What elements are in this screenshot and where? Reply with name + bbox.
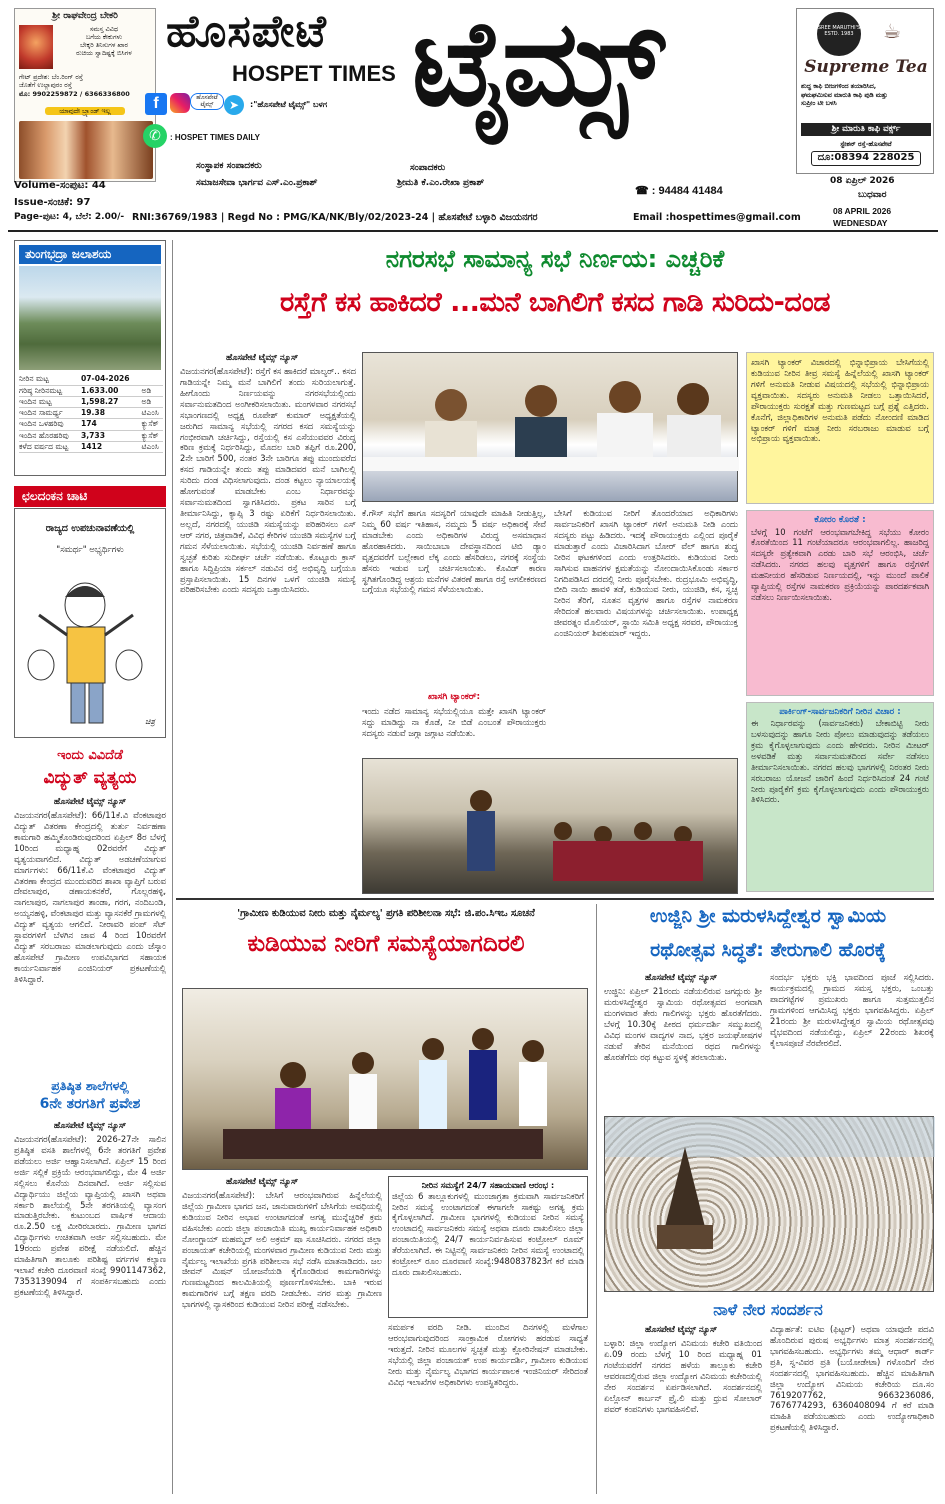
dam-row (19, 419, 163, 430)
bakery-line: ಸಮಸ್ತ ವಿವಿಧ (89, 25, 119, 33)
dam-cell: ಇಂದಿನ ಸಾಮರ್ಥ್ಯ (19, 408, 81, 419)
cartoon-caption-2: "ಸಮರ್ಥ" ಅಭ್ಯರ್ಥಿಗಳು (56, 545, 124, 556)
bakery-deity-image (19, 25, 53, 69)
side-yellow-box (746, 352, 934, 504)
title-kannada-big: ಟೈಮ್ಸ್ (412, 0, 661, 132)
water-byline: ಹೊಸಪೇಟೆ ಟೈಮ್ಸ್ ನ್ಯೂಸ್ (226, 1176, 299, 1186)
dam-row (19, 385, 163, 396)
school-byline: ಹೊಸಪೇಟೆ ಟೈಮ್ಸ್ ನ್ಯೂಸ್ (53, 1120, 127, 1130)
dam-cell: ಇಂದಿನ ಒಳಹರಿವು (19, 419, 81, 430)
dam-cell (142, 374, 164, 385)
tea-cup-icon: ☕ (883, 19, 901, 43)
editor-name: ಶ್ರೀಮತಿ ಕೆ.ಎಂ.ರೇಖಾ ಪ್ರಕಾಶ್ (397, 178, 485, 188)
water-headline: ಕುಡಿಯುವ ನೀರಿಗೆ ಸಮಸ್ಯೆಯಾಗದಿರಲಿ (247, 931, 525, 957)
registration-line: RNI:36769/1983 | Regd No : PMG/KA/NK/Bly/02/2023-24 | ಹೊಸಪೇಟೆ ಬಳ್ಳಾರಿ ವಿಜಯನಗರ (132, 212, 538, 223)
cakes-image (19, 121, 153, 179)
ujjini-title-2: ರಥೋತ್ಸವ ಸಿದ್ಧತೆ: ತೇರುಗಾಲಿ ಹೊರಕ್ಕೆ (650, 939, 886, 961)
lead-subhead: ಖಾಸಗಿ ಟ್ಯಾಂಕರ್: (427, 692, 481, 702)
bakery-phone: ಮೊ: 9902259872 / 6366336800 (19, 89, 130, 98)
dam-cell: ಟಿಎಂಸಿ (142, 408, 164, 419)
whatsapp-icon[interactable]: ✆ (143, 124, 167, 148)
dam-row (19, 374, 163, 385)
facebook-label: ಹೊಸಪೇಟೆ ಟೈಮ್ಸ್ (190, 93, 224, 110)
tea-brand-small: SREE MARUTHI'S (817, 25, 861, 31)
date-kannada: 08 ಏಪ್ರಿಲ್ 2026 (830, 176, 895, 186)
water-photo (182, 988, 588, 1170)
cartoon-drawing (15, 575, 165, 735)
tea-est: ESTD. 1983 (824, 30, 854, 37)
volume: Volume-ಸಂಪುಟ: 44 (14, 180, 106, 191)
lead-col2: ಕೆ.ಗೌಸ್ ಸಭೆಗೆ ಹಾಗೂ ಸದಸ್ಯರಿಗೆ ಯಾವುದೇ ಮಾಹಿತಿ ನೀಡುತ್ತಿಲ್ಲ, ನಿಮ್ಮ 60 ವರ್ಷ ಇತಿಹಾಸ, ನಮ್ಮದು 5 ವರ್ಷ ಅಧಿಕಾರಕ್ಕೆ ಸೇವೆ ಮಾಡಬೇಕು ಎಂದು ಅಧಿಕಾರಿಗಳ ವಿರುದ್ಧ ಅಸಮಾಧಾನ ಹೊರಹಾಕಿದರು. ಸಾಯಿಬಾಬಾ ದೇವಸ್ಥಾನದಿಂದ ಟಿಬಿ ಡ್ಯಾಂ ವೃತ್ತದವರೆಗೆ ಬಲ್ಲೇಕಾರ ಲೆಕ್ಕ ಎಂದು ಹೆಸರಿಡಲು, ನಗರಕ್ಕೆ ಸಂಸ್ಥೆಯ ಹೆಸರು ಇಡುವ ಬಗ್ಗೆ ಚರ್ಚಿಸಲಾಯಿತು. ಕೊವಿಡ್ ಕಾರಣ ಸ್ಥಗಿತಗೊಂಡಿದ್ದ ಆಶ್ರಯ ಮನೆಗಳ ವಿತರಣೆ ಹಾಗೂ ರಸ್ತೆ ಅಗಲೀಕರಣದ ಬಗ್ಗೆಯೂ ಸಭೆಯಲ್ಲಿ ಗಮನ ಸೆಳೆಯಲಾಯಿತು. (362, 508, 546, 595)
dam-cell: ಕ್ಯುಸೆಕ್ (142, 419, 164, 430)
bakery-line: ಗೇಟ್ ಪ್ರದೇಶ: ಬೆಂ.ರಿಂಗ್ ರಸ್ತೆ (19, 73, 84, 81)
lead-headline: ರಸ್ತೆಗೆ ಕಸ ಹಾಕಿದರೆ ...ಮನೆ ಬಾಗಿಲಿಗೆ ಕಸದ ಗಾಡಿ ಸುರಿದು-ದಂಡ (280, 287, 830, 318)
school-text: ವಿಜಯನಗರ(ಹೊಸಪೇಟೆ): 2026-27ನೇ ಸಾಲಿನ ಪ್ರತಿಷ್ಠಿತ ವಸತಿ ಶಾಲೆಗಳಲ್ಲಿ 6ನೇ ತರಗತಿಗೆ ಪ್ರವೇಶ ಪಡೆಯಲು ಅರ್ಜಿ ಆಹ್ವಾನಿಸಲಾಗಿದೆ. ಏಪ್ರಿಲ್ 15 ರಿಂದ ಅರ್ಜಿ ಸಲ್ಲಿಕೆ ಪ್ರಕ್ರಿಯೆ ಆರಂಭವಾಗಲಿದ್ದು, ಮೇ 4 ಅರ್ಜಿ ಸಲ್ಲಿಸಲು ಕೊನೆಯ ದಿನವಾಗಿದೆ. ಅರ್ಜಿ ಸಲ್ಲಿಸುವ ವಿದ್ಯಾರ್ಥಿಯು ಜಿಲ್ಲೆಯ ವ್ಯಾಪ್ತಿಯಲ್ಲಿ ಖಾಸಗಿ ಅಥವಾ ಸರ್ಕಾರಿ ಶಾಲೆಯಲ್ಲಿ 5ನೇ ತರಗತಿಯಲ್ಲಿ ವ್ಯಾಸಂಗ ಮಾಡುತ್ತಿರಬೇಕು. ಕುಟುಂಬದ ವಾರ್ಷಿಕ ಆದಾಯ ರೂ.2.50 ಲಕ್ಷ ಮೀರಿರಬಾರದು. ಗ್ರಾಮೀಣ ಭಾಗದ ವಿದ್ಯಾರ್ಥಿಗಳು ಉಚಿತವಾಗಿ ಅರ್ಜಿ ಸಲ್ಲಿಸಬಹುದು. ಮೇ 19ರಂದು ಪ್ರವೇಶ ಪರೀಕ್ಷೆ ನಡೆಯಲಿದೆ. ಹೆಚ್ಚಿನ ಮಾಹಿತಿಗಾಗಿ ತಾಲೂಕು ಪರಿಶಿಷ್ಟ ವರ್ಗಗಳ ಕಲ್ಯಾಣ ಇಲಾಖೆ ಕಚೇರಿ ದೂರವಾಣಿ ಸಂಖ್ಯೆ 9901147362, 7353139094 ಗೆ ಸಂಪರ್ಕಿಸಬಹುದು ಎಂದು ಪ್ರಕಟಣೆಯಲ್ಲಿ ತಿಳಿಸಿದ್ದಾರೆ. (14, 1134, 166, 1297)
day-kannada: ಬುಧವಾರ (858, 190, 887, 200)
dam-cell: ಇಂದಿನ ಹೊರಹರಿವು (19, 430, 81, 441)
side-pink-title: ಕೋರಂ ಕೊರತೆ : (814, 515, 866, 525)
masthead (0, 0, 945, 200)
water-helpline-title: ನೀರಿನ ಸಮಸ್ಯೆಗೆ 24/7 ಸಹಾಯವಾಣಿ ಆರಂಭ : (421, 1180, 555, 1190)
dam-cell: ಇಂದಿನ ಮಟ್ಟ (19, 396, 81, 407)
water-col1: ವಿಜಯನಗರ(ಹೊಸಪೇಟೆ): ಬೇಸಿಗೆ ಆರಂಭವಾಗಿರುವ ಹಿನ್ನೆಲೆಯಲ್ಲಿ ಜಿಲ್ಲೆಯ ಗ್ರಾಮೀಣ ಭಾಗದ ಜನ, ಜಾನುವಾರುಗಳಿಗೆ ಬೇಸಿಗೆಯ ಅವಧಿಯಲ್ಲಿ ಕುಡಿಯುವ ನೀರಿನ ಅಭಾವ ಉಂಟಾಗದಂತೆ ಅಗತ್ಯ ಮುನ್ನೆಚ್ಚರಿಕೆ ಕ್ರಮ ವಹಿಸಬೇಕು ಎಂದು ಜಿಲ್ಲಾ ಪಂಚಾಯಿತಿ ಮುಖ್ಯ ಕಾರ್ಯನಿರ್ವಾಹಕ ಅಧಿಕಾರಿ ನೋಂಗ್ಜಾಯ್ ಮಹಮ್ಮದ್ ಅಲಿ ಅಕ್ರಮ್ ಷಾ ಸೂಚಿಸಿದರು. ನಗರದ ಜಿಲ್ಲಾ ಪಂಚಾಯತ್ ಕಚೇರಿಯಲ್ಲಿ ಮಂಗಳವಾರ ಗ್ರಾಮೀಣ ಕುಡಿಯುವ ನೀರು ಮತ್ತು ನೈರ್ಮಲ್ಯ ಇಲಾಖೆಯ ಪ್ರಗತಿ ಪರಿಶೀಲನಾ ಸಭೆ ನಡೆಸಿ ಮಾತನಾಡಿದರು. ಜಲ ಜೀವನ್ ಮಿಷನ್ ಯೋಜನೆಯಡಿ ಕೈಗೊಂಡಿರುವ ಕಾಮಗಾರಿಗಳನ್ನು ಗುಣಮಟ್ಟದಿಂದ ಕಾಲಮಿತಿಯಲ್ಲಿ ಪೂರ್ಣಗೊಳಿಸಬೇಕು. ಬಾಕಿ ಇರುವ ಕಾಮಗಾರಿಗಳ ಬಗ್ಗೆ ತಕ್ಷಣ ವರದಿ ನೀಡಬೇಕು. ನಗರ ಮತ್ತು ಗ್ರಾಮೀಣ ಭಾಗಗಳಲ್ಲಿ ನ್ಯಾಸಕರಿಂದ ಕುಡಿಯುವ ನೀರಿನ ಪರೀಕ್ಷೆ ನಡೆಸಬೇಕು. (182, 1190, 382, 1310)
dam-cell: ಕ್ಯುಸೆಕ್ (142, 430, 164, 441)
tea-phone: ದೂ:08394 228025 (811, 151, 921, 166)
title-kannada-small: ಹೊಸಪೇಟೆ (166, 6, 327, 57)
lead-kicker: ನಗರಸಭೆ ಸಾಮಾನ್ಯ ಸಭೆ ನಿರ್ಣಯ: ಎಚ್ಚರಿಕೆ (385, 245, 725, 273)
dam-title: ತುಂಗಭದ್ರಾ ಜಲಾಶಯ (19, 245, 161, 264)
side-green-box (746, 702, 934, 892)
lead-photo-officials (362, 352, 738, 502)
telegram-icon[interactable]: ➤ (224, 95, 244, 115)
dam-cell: ಅಡಿ (142, 385, 164, 396)
cartoon-box (14, 508, 166, 738)
water-photo-people (183, 989, 589, 1171)
lead-col2b: ಇಂದು ನಡೆದ ಸಾಮಾನ್ಯ ಸಭೆಯಲ್ಲಿಯೂ ಮತ್ತೇ ಖಾಸಗಿ ಟ್ಯಾಂಕರ್ ಸದ್ದು ಮಾಡಿದ್ದು ನಾ ಕೊಡೆ, ನೀ ಬಿಡೆ ಎಂಬಂತೆ ಪೌರಾಯುಕ್ತರು ಸದಸ್ಯರು ನಡುವೆ ಜಗ್ಗಾ ಜಗ್ಗಾಟ ನಡೆಯಿತು. (362, 706, 546, 738)
lead-col1: ವಿಜಯನಗರ(ಹೊಸಪೇಟೆ): ರಸ್ತೆಗೆ ಕಸ ಹಾಕಿದರೆ ಮಾಲ್ಯರ್.. ಕಸದ ಗಾಡಿಯನ್ನೇ ನಿಮ್ಮ ಮನೆ ಬಾಗಿಲಿಗೆ ತಂದು ಸುರಿಯಲಾಗುತ್ತೆ. ಹೀಗೊಂದು ನಿರ್ಣಯವನ್ನು ನಗರಸಭೆಯಲ್ಲಿಂದು ಸರ್ವಾನುಮತದಿಂದ ಅಂಗೀಕರಿಸಲಾಯಿತು. ಮಂಗಳವಾರ ನಗರಸಭೆ ಸಭಾಂಗಣದಲ್ಲಿ ಅಧ್ಯಕ್ಷ ರೂಪೇಶ್ ಕುಮಾರ್ ಅಧ್ಯಕ್ಷತೆಯಲ್ಲಿ ಜರುಗಿದ ಸಾಮಾನ್ಯ ಸಭೆಯಲ್ಲಿ ನಗರದ ಕಸದ ಸಮಸ್ಯೆಯನ್ನು ಗಂಭೀರವಾಗಿ ಚರ್ಚಿಸಿದ್ದು, ರಸ್ತೆಯಲ್ಲಿ ಕಸ ಎಸೆಯುವವರ ವಿರುದ್ಧ ಕಠಿಣ ಕ್ರಮಕ್ಕೆ ನಿರ್ಧರಿಸಿದ್ದು, ಮೊದಲ ಬಾರಿ ತಪ್ಪಿಗೆ ರೂ.200, 2ನೇ ಬಾರಿಗೆ 500, ನಂತರ 3ನೇ ಬಾರಿಗೂ ತಪ್ಪು ಮುಂದುವರೆದ ಕಸದ ಗಾಡಿಯನ್ನೇ ತಂದು ತಪ್ಪು ಮಾಡಿದವರ ಮನೆ ಬಾಗಿಲಲ್ಲಿ ಸುರಿದು ದಂಡ ವಿಧಿಸಲಾಗುವುದು. ದಂಡ ಕಟ್ಟಲು ನ್ಯಾಯಾಲಯಕ್ಕೆ ಹೋಗುವಂತೆ ಮಾಡಬೇಕು ಎಂಬ ನಿರ್ಧಾರವನ್ನು ಸರ್ವಾನುಮತದಿಂದ ಸ್ವಾಗತಿಸಿದರು. ಪ್ರಕಟ ಸಾರಿನ ಬಗ್ಗೆ ತೀರ್ಮಾನಿಸಿದ್ದು, ಕ್ಯಾಪ್ಸಿ 3 ರಷ್ಟು ಏರಿಕೆಗೆ ನಿರ್ಧರಿಸಲಾಯಿತು. ಅಲ್ಲದೆ, ನಗರದಲ್ಲಿ ಯುಜಿಡಿ ಸಮಸ್ಯೆಯನ್ನು ಪರಿಹರಿಸಲು ಎಸ್ ಆರ್ ನಗರ, ಚಿತ್ರವಾಡಿಕೆ, ವಿವಿಧ ಕೇರಿಗಳ ಯುಜಿಡಿ ಸಮಸ್ಯೆಗಳ ಬಗ್ಗೆ ಗಮನ ಸೆಳೆಯಲಾಯಿತು. ಸಭೆಯಲ್ಲಿ ಯುಜಿಡಿ ನಿರ್ವಹಣೆ ಹಾಗೂ ಸ್ವಚ್ಛತೆ ಕುರಿತು ಸುದೀರ್ಘ ಚರ್ಚೆ ನಡೆಯಿತು. ಕೊಟ್ಟೂರು ಕ್ರಾಸ್ ಹಾಗೂ ಸಿದ್ದಿಪ್ರಿಯಾ ಸರ್ಕಲ್ ನಡುವಿನ ರಸ್ತೆ ಅಭಿವೃದ್ಧಿ ಬಗ್ಗೆಯೂ ಪ್ರಸ್ತಾಪಿಸಲಾಯಿತು. 15 ದಿನಗಳ ಒಳಗೆ ಯುಜಿಡಿ ಸಮಸ್ಯೆ ಪರಿಹರಿಸಬೇಕು ಎಂದು ಸದಸ್ಯರು ಒತ್ತಾಯಿಸಿದರು. (180, 366, 356, 595)
whatsapp-label: : HOSPET TIMES DAILY (170, 133, 260, 142)
lead-photo-people (363, 353, 739, 503)
dam-cell: ಟಿಎಂಸಿ (142, 441, 164, 452)
dam-cell: 3,733 (81, 430, 142, 441)
side-yellow-text: ಖಾಸಗಿ ಟ್ಯಾಂಕರ್ ವಿಚಾರದಲ್ಲಿ ಭಿನ್ನಾಭಿಪ್ರಾಯ ಬೇಸಿಗೆಯಲ್ಲಿ ಕುಡಿಯುವ ನೀರಿನ ತೀವ್ರ ಸಮಸ್ಯೆ ಹಿನ್ನೆಲೆಯಲ್ಲಿ ಖಾಸಗಿ ಟ್ಯಾಂಕರ್ ಗಳಿಗೆ ಅನುಮತಿ ನೀಡುವ ವಿಷಯದಲ್ಲಿ ಸಭೆಯಲ್ಲಿ ಭಿನ್ನಾಭಿಪ್ರಾಯ ವ್ಯಕ್ತವಾಯಿತು. ಸದಸ್ಯರು ಅನುಮತಿ ನೀಡಲು ಒತ್ತಾಯಿಸಿದರೆ, ಪೌರಾಯುಕ್ತರು ಸುರಕ್ಷತೆ ಮತ್ತು ಗುಣಮಟ್ಟದ ಬಗ್ಗೆ ಪ್ರಶ್ನೆ ಎತ್ತಿದರು. ಕೊನೆಗೆ, ಜಿಲ್ಲಾಧಿಕಾರಿಗಳ ಅನುಮತಿ ಪಡೆದು ನೋಂದಣಿ ಮಾಡಿದ ಟ್ಯಾಂಕರ್ ಗಳಿಗೆ ಮಾತ್ರ ನೀರು ಸರಬರಾಜು ಮಾಡುವ ಬಗ್ಗೆ ಅಭಿಪ್ರಾಯ ವ್ಯಕ್ತವಾಯಿತು. (751, 357, 929, 444)
ujjini-col1: ಉಜ್ಜಿನಿ: ಏಪ್ರಿಲ್ 21ರಂದು ನಡೆಯಲಿರುವ ಜಗದ್ಗುರು ಶ್ರೀ ಮರುಳಸಿದ್ದೇಶ್ವರ ಸ್ವಾಮಿಯ ರಥೋತ್ಸವದ ಅಂಗವಾಗಿ ಮಂಗಳವಾರ ತೇರು ಗಾಲಿಗಳನ್ನು ಭಕ್ತರು ಹೊರತೆಗೆದರು. ಬೆಳಗ್ಗೆ 10.30ಕ್ಕೆ ಪೀಠದ ಧರ್ಮದರ್ಶಿ ಸಮ್ಮುಖದಲ್ಲಿ ವಿವಿಧ ಮಂಗಳ ವಾದ್ಯಗಳ ನಾದ, ಭಕ್ತರ ಜಯಘೋಷಗಳ ನಡುವೆ ತೇರಿನ ಮನೆಯಿಂದ ರಥದ ಗಾಲಿಗಳನ್ನು ಹೊರತೆಗೆದು ರಥ ಕಟ್ಟುವ ಸ್ಥಳಕ್ಕೆ ತರಲಾಯಿತು. (604, 986, 762, 1062)
bakery-ad[interactable] (14, 8, 156, 182)
dam-image (19, 266, 161, 370)
tea-brand: Supreme Tea (804, 57, 928, 77)
lead-col3: ಬೇಸಿಗೆ ಕುಡಿಯುವ ನೀರಿಗೆ ತೊಂದರೆಯಾದ ಅಧಿಕಾರಿಗಳು ಸಾರ್ವಜನಿಕರಿಗೆ ಖಾಸಗಿ ಟ್ಯಾಂಕರ್ ಗಳಿಗೆ ಅನುಮತಿ ನೀಡಿ ಎಂದು ಸದಸ್ಯರು ಪಟ್ಟು ಹಿಡಿದರು. ಇದಕ್ಕೆ ಪೌರಾಯುಕ್ತರು ಎಲ್ಲಿಂದ ಪೂರೈಕೆ ಮಾಡುತ್ತಾರೆ ಎಂದು ವಿಚಾರಿಸಿದಾಗ ಬೋರ್ ವೆಲ್ ಹಾಗೂ ಶುದ್ಧ ನೀರಿನ ಘಟಕಗಳಿಂದ ಎಂದು ಉತ್ತರಿಸಿದರು. ಕುಡಿಯುವ ನೀರು ಸಾಗಿಸುವ ವಾಹನಗಳ ಕ್ಷಮತೆಯನ್ನು ನೋಂದಾಯಿಸಿಕೊಂಡು ಸರ್ಕಾರ ನಿಗದಿಪಡಿಸಿದ ದರದಲ್ಲಿ ನೀರು ಪೂರೈಸಬೇಕು. ರುದ್ರಭೂಮಿ ಅಭಿವೃದ್ಧಿ, ಬೀದಿ ನಾಯಿ ಹಾವಳಿ ತಡೆ, ಕುಡಿಯುವ ನೀರು, ಯುಜಿಡಿ, ಕಸ, ಸ್ವಚ್ಛ ನೀರಿನ ತೆರಿಗೆ, ನೂತನ ವೃತ್ತಗಳ ಹಾಗೂ ರಸ್ತೆಗಳ ನಾಮಕರಣ ಸೇರಿದಂತೆ ಹಲವಾರು ವಿಷಯಗಳನ್ನು ಚರ್ಚಿಸಲಾಯಿತು. ಉಪಾಧ್ಯಕ್ಷ ಜೀವರತ್ನಂ ಮೊಲಿಯರ್, ಸ್ಥಾಯಿ ಸಮಿತಿ ಅಧ್ಯಕ್ಷ ಸರವರ, ಪೌರಾಯುಕ್ತ ಎಂಜಿನಿಯರ್ ಶಿವಕುಮಾರ್ ಇದ್ದರು. (554, 508, 738, 639)
lead-photo-hall (362, 758, 738, 894)
title-english: HOSPET TIMES (232, 61, 396, 86)
dam-row (19, 430, 163, 441)
lead-photo-hall-people (363, 759, 739, 895)
issue: Issue-ಸಂಚಿಕೆ: 97 (14, 197, 91, 208)
bakery-line: ಜೊತೆಗೆ ಉಲ್ಲಾಪುರಂ ರಸ್ತೆ (19, 81, 72, 90)
school-title-2: 6ನೇ ತರಗತಿಗೆ ಪ್ರವೇಶ (39, 1096, 141, 1112)
tea-ad[interactable] (796, 8, 934, 174)
water-helpline-box (388, 1176, 588, 1318)
telegram-label: :"ಹೊಸಪೇಟೆ ಟೈಮ್ಸ್" ಬಳಗ (250, 100, 328, 109)
ujjini-byline: ಹೊಸಪೇಟೆ ಟೈಮ್ಸ್ ನ್ಯೂಸ್ (645, 972, 718, 982)
tea-line: ಘಮಘಮಿಸುವ ಮಾರುತಿ ಕಾಫಿ ಪುಡಿ ಮತ್ತು (801, 91, 888, 99)
dam-cell: 07-04-2026 (81, 374, 142, 385)
section-rule (176, 898, 934, 900)
bakery-line: ರುಚಿಯ ಸ್ವಾದಿಷ್ಟಕ್ಕೆ ಬಿಸಿಗಳ (76, 49, 132, 58)
founder-name: ಸಮಾಜಸೇವಾ ಭಾರ್ಗವ ಎಸ್.ಎಂ.ಪ್ರಕಾಶ್ (196, 178, 318, 188)
tomorrow-title: ನಾಳೆ ನೇರ ಸಂದರ್ಶನ (713, 1300, 823, 1319)
side-pink-box (746, 510, 934, 696)
tomorrow-col1: ಬಳ್ಳಾರಿ: ಜಿಲ್ಲಾ ಉದ್ಯೋಗ ವಿನಿಮಯ ಕಚೇರಿ ವತಿಯಿಂದ ಏ.09 ರಂದು ಬೆಳಗ್ಗೆ 10 ರಿಂದ ಮಧ್ಯಾಹ್ನ 01 ಗಂಟೆಯವರೆಗೆ ನಗರದ ಹಳೆಯ ತಾಲ್ಲೂಕು ಕಚೇರಿ ಆವರಣದಲ್ಲಿರುವ ಜಿಲ್ಲಾ ಉದ್ಯೋಗ ವಿನಿಮಯ ಕಚೇರಿಯಲ್ಲಿ ನೇರ ಸಂದರ್ಶನ ಏರ್ಪಡಿಸಲಾಗಿದೆ. ಸಂದರ್ಶನದಲ್ಲಿ ಏಲ್ಲೋನ್ ಕಾರ್ಬನ್ ಪ್ರೈ.ಲಿ ಮತ್ತು ಧ್ರುವ ಸೋಲಾರ್ ಪವರ್ ಕಂಪನಿಗಳು ಭಾಗವಹಿಸಲಿವೆ. (604, 1338, 762, 1414)
cartoon-signature: ಚಿತ್ರ (145, 716, 155, 726)
dam-cell: ನೀರಿನ ಮಟ್ಟ (19, 374, 81, 385)
dam-cell: 1,598.27 (81, 396, 142, 407)
power-byline: ಹೊಸಪೇಟೆ ಟೈಮ್ಸ್ ನ್ಯೂಸ್ (53, 796, 127, 806)
dam-cell: ಗರಿಷ್ಠ ನೀರಿನಮಟ್ಟ (19, 385, 81, 396)
tomorrow-byline: ಹೊಸಪೇಟೆ ಟೈಮ್ಸ್ ನ್ಯೂಸ್ (645, 1324, 718, 1334)
phone-number: ☎ : 94484 41484 (635, 185, 723, 197)
facebook-icon[interactable]: f (145, 93, 167, 115)
dam-cell: 19.38 (81, 408, 142, 419)
dam-cell: 1412 (81, 441, 142, 452)
cartoon-caption: ರಾಜ್ಯದ ಉಪಚುನಾವಣೆಯಲ್ಲಿ (45, 523, 135, 534)
water-kicker: 'ಗ್ರಾಮೀಣ ಕುಡಿಯುವ ನೀರು ಮತ್ತು ನೈರ್ಮಲ್ಯ' ಪ್ರಗತಿ ಪರಿಶೀಲನಾ ಸಭೆ: ಜಿ.ಪಂ.ಸಿಇಒ ಸೂಚನೆ (237, 908, 535, 919)
ujjini-chariot (605, 1117, 935, 1293)
tomorrow-col2: ವಿದ್ಯಾರ್ಹತೆ: ಐಟಿಐ (ಫಿಟ್ಟರ್) ಅಥವಾ ಯಾವುದೇ ಪದವಿ ಹೊಂದಿರುವ ಪುರುಷ ಅಭ್ಯರ್ಥಿಗಳು ಮಾತ್ರ ಸಂದರ್ಶನದಲ್ಲಿ ಭಾಗವಹಿಸಬಹುದು. ಅಭ್ಯರ್ಥಿಗಳು ತಮ್ಮ ಆಧಾರ್ ಕಾರ್ಡ್ ಪ್ರತಿ, ಸ್ವ-ವಿವರ ಪ್ರತಿ (ಬಯೋಡೇಟಾ) ಗಳೊಂದಿಗೆ ನೇರ ಸಂದರ್ಶನದಲ್ಲಿ ಭಾಗವಹಿಸಬಹುದು. ಹೆಚ್ಚಿನ ಮಾಹಿತಿಗಾಗಿ ಜಿಲ್ಲಾ ಉದ್ಯೋಗ ವಿನಿಮಯ ಕಚೇರಿಯ ದೂ.ಸಂ 7619207762, 9663236086, 7676774293, 6360408094 ಗೆ ಕರೆ ಮಾಡಿ ಮಾಹಿತಿ ಪಡೆಯಬಹುದು ಎಂದು ಉದ್ಯೋಗಾಧಿಕಾರಿ ಪ್ರಕಟಣೆಯಲ್ಲಿ ತಿಳಿಸಿದ್ದಾರೆ. (770, 1324, 934, 1433)
editor-label: ಸಂಪಾದಕರು (410, 163, 446, 173)
power-text: ವಿಜಯನಗರ(ಹೊಸಪೇಟೆ): 66/11ಕೆ.ವಿ ವೆಂಕಟಾಪುರ ವಿದ್ಯುತ್ ವಿತರಣಾ ಕೇಂದ್ರದಲ್ಲಿ ತುರ್ತು ನಿರ್ವಹಣಾ ಕಾಮಗಾರಿ ಹಮ್ಮಿಕೊಂಡಿರುವುದರಿಂದ ಏಪ್ರಿಲ್ 8ರ ಬೆಳಗ್ಗೆ 10ರಿಂದ ಮಧ್ಯಾಹ್ನ 02ರವರೆಗೆ ವಿದ್ಯುತ್ ವ್ಯತ್ಯಯವಾಗಲಿದೆ. ವಿದ್ಯುತ್ ಅಡಚಣೆಯಾಗುವ ಮಾರ್ಗಗಳು: 66/11ಕೆ.ವಿ ವೆಂಕಟಾಪುರ ವಿದ್ಯುತ್ ವಿತರಣಾ ಕೇಂದ್ರದ ಮುಂದುವರಿದ ಶಾಖಾ ವ್ಯಾಪ್ತಿಗೆ ಬರುವ ದೇವಲಾಪುರ, ಡಣಾಯಕನಕೆರೆ, ಗೊಲ್ಲರಹಳ್ಳಿ, ನಾಗಲಾಪುರ, ನಾಗಲಾಪುರ ತಾಂಡಾ, ಗರಗ, ನಂದಿಬಂಡಿ, ಅಯ್ಯನಹಳ್ಳಿ, ವೆಂಕಟಾಪುರ ಮತ್ತು ವ್ಯಾಸನಕೆರೆ ಗ್ರಾಮಗಳಲ್ಲಿ ವಿದ್ಯುತ್ ವ್ಯತ್ಯಯ ಆಗಲಿದೆ. ನೀರಾವರಿ ಪಂಪ್ ಸೆಟ್ ಸ್ಥಾವರಗಳಿಗೆ ಬೆಳಗಿನ ಜಾವ 4 ರಿಂದ 10ರವರೆಗೆ ವಿದ್ಯುತ್ ಸರಬರಾಜು ಮಾಡಲಾಗುವುದು ಎಂದು ಜೆಸ್ಕಾಂ ಹೊಸಪೇಟೆ ಗ್ರಾಮೀಣ ಉಪವಿಭಾಗದ ಸಹಾಯಕ ಕಾರ್ಯನಿರ್ವಾಹಕ ಎಂಜಿನಿಯರ್ ಪ್ರಕಟಣೆಯಲ್ಲಿ ತಿಳಿಸಿದ್ದಾರೆ. (14, 810, 166, 984)
pages: Page-ಪುಟ: 4, ಬೆಲೆ: 2.00/- (14, 212, 125, 222)
dam-cell: ಕಳೆದ ವರ್ಷದ ಮಟ್ಟ (19, 441, 81, 452)
tea-line: ಶುದ್ಧ ಕಾಫಿ ಬೀಜಗಳಿಂದ ತಯಾರಿಸಿದ, (801, 83, 877, 90)
school-title-1: ಪ್ರತಿಷ್ಠಿತ ಶಾಲೆಗಳಲ್ಲಿ (51, 1078, 129, 1093)
masthead-rule (8, 230, 938, 232)
water-col2: ಸಮರ್ಪಕ ವರದಿ ನೀಡಿ. ಮುಂದಿನ ದಿನಗಳಲ್ಲಿ ಮಳೆಗಾಲ ಆರಂಭವಾಗುವುದರಿಂದ ಸಾಂಕ್ರಾಮಿಕ ರೋಗಗಳು ಹರಡುವ ಸಾಧ್ಯತೆ ಇರುತ್ತದೆ. ನೀರಿನ ಮೂಲಗಳ ಸ್ವಚ್ಛತೆ ಮತ್ತು ಕ್ಲೋರಿನೇಷನ್ ಮಾಡಬೇಕು. ಸಭೆಯಲ್ಲಿ ಜಿಲ್ಲಾ ಪಂಚಾಯತ್ ಉಪ ಕಾರ್ಯದರ್ಶಿ, ಗ್ರಾಮೀಣ ಕುಡಿಯುವ ನೀರು ಮತ್ತು ನೈರ್ಮಲ್ಯ ವಿಭಾಗದ ಕಾರ್ಯಪಾಲಕ ಇಂಜಿನಿಯರ್ ಸೇರಿದಂತೆ ವಿವಿಧ ಇಲಾಖೆಗಳ ಅಧಿಕಾರಿಗಳು ಉಪಸ್ಥಿತರಿದ್ದರು. (388, 1322, 588, 1387)
bakery-line: ಬೇಕ್ಕರಿ ತಿನಿಸುಗಳ ಖಾರ (80, 41, 128, 50)
dam-cell: 174 (81, 419, 142, 430)
day-english: WEDNESDAY (833, 218, 888, 228)
dam-cell: ಅಡಿ (142, 396, 164, 407)
instagram-icon[interactable] (170, 93, 190, 113)
water-helpline-text: ಜಿಲ್ಲೆಯ 6 ತಾಲ್ಲೂಕುಗಳಲ್ಲಿ ಮುಂಜಾಗ್ರತಾ ಕ್ರಮವಾಗಿ ಸಾರ್ವಜನಿಕರಿಗೆ ನೀರಿನ ಸಮಸ್ಯೆ ಉಂಟಾಗದಂತೆ ಈಗಾಗಲೇ ಸಾಕಷ್ಟು ಅಗತ್ಯ ಕ್ರಮ ಕೈಗೊಳ್ಳಲಾಗಿದೆ. ಗ್ರಾಮೀಣ ಭಾಗಗಳಲ್ಲಿ ಕುಡಿಯುವ ನೀರಿನ ಸಮಸ್ಯೆ ಉಂಟಾದಲ್ಲಿ ಸಾರ್ವಜನಿಕರು ಸಮಸ್ಯೆ ಅಥವಾ ದೂರು ದಾಖಲಿಸಲು ಜಿಲ್ಲಾ ಪಂಚಾಯಿತಿಯಲ್ಲಿ 24/7 ಕಾರ್ಯನಿರ್ವಹಿಸುವ ಕಂಟ್ರೋಲ್ ರೂಮ್ ತೆರೆಯಲಾಗಿದೆ. ಈ ನಿಟ್ಟಿನಲ್ಲಿ ಸಾರ್ವಜನಿಕರು ನೀರಿನ ಸಮಸ್ಯೆ ಉಂಟಾದಲ್ಲಿ ಕಂಟ್ರೋಲ್ ರೂಂ ದೂರವಾಣಿ ಸಂಖ್ಯೆ:9480837823ಗೆ ಕರೆ ಮಾಡಿ ದೂರು ದಾಖಲಿಸಬಹುದು. (392, 1190, 584, 1278)
bakery-line: ಬಗೆಯ ಕೇಕುಗಳು (85, 33, 123, 42)
lead-byline: ಹೊಸಪೇಟೆ ಟೈಮ್ಸ್ ನ್ಯೂಸ್ (226, 352, 299, 362)
date-english: 08 APRIL 2026 (833, 206, 892, 216)
dam-table (19, 374, 163, 453)
tea-line: ಸುಪ್ರೀಂ ಟೀ ಬಳಸಿ (801, 100, 837, 107)
dam-cell: 1.633.00 (81, 385, 142, 396)
ujjini-title-1: ಉಜ್ಜಿನಿ ಶ್ರೀ ಮರುಳಸಿದ್ದೇಶ್ವರ ಸ್ವಾಮಿಯ (649, 905, 887, 927)
bakery-ad-title: ಶ್ರೀ ರಾಘವೇಂದ್ರ ಬೇಕರಿ (52, 11, 118, 21)
dam-row (19, 441, 163, 452)
email[interactable]: Email :hospettimes@gmail.com (633, 212, 801, 223)
cartoon-title: ಛಲದಂಕನ ಚಾಟಿ (14, 486, 166, 507)
side-green-text: ಈ ನಿರ್ಧಾರವನ್ನು (ಸಾರ್ವಜನಿಕರು) ಬೇಕಾಬಿಟ್ಟಿ ನೀರು ಬಳಸುವುದನ್ನು ಹಾಗೂ ನೀರು ಪೋಲು ಮಾಡುವುದನ್ನು ತಡೆಯಲು ಕ್ರಮ ಕೈಗೊಳ್ಳಲಾಗುವುದು ಎಂದು ಹೇಳಿದರು. ನೀರಿನ ಮೀಟರ್ ಅಳವಡಿಕೆ ಮತ್ತು ಸರ್ವಾನುಮತದಿಂದ ಸರ್ವೇ ನಡೆಸಲು ತೀರ್ಮಾನಿಸಲಾಯಿತು. ನಗರದ ಹಲವು ಭಾಗಗಳಲ್ಲಿ ನಿರಂತರ ನೀರು ಸರಬರಾಜು ಯೋಜನೆ ಜಾರಿಗೆ ಹಿಂದೆ ನಿರ್ಧರಿಸಿದಂತೆ 24 ಗಂಟೆ ನೀರು ಪೂರೈಕೆಗೆ ಕ್ರಮ ಕೈಗೊಳ್ಳಲಾಗುವುದು ಎಂದು ಪೌರಾಯುಕ್ತರು ತಿಳಿಸಿದರು. (751, 718, 929, 805)
tea-address: ಸ್ಟೇಶನ್ ರಸ್ತೆ-ಹೊಸಪೇಟೆ (840, 140, 892, 148)
column-rule (596, 904, 597, 1494)
ujjini-col2: ಸಂದರ್ಭ ಭಕ್ತರು ಭಕ್ತಿ ಭಾವದಿಂದ ಪೂಜೆ ಸಲ್ಲಿಸಿದರು. ಕಾರ್ಯಕ್ರಮದಲ್ಲಿ ಗ್ರಾಮದ ಸಮಸ್ತ ಭಕ್ತರು, ಒಂಬತ್ತು ಪಾದಗಟ್ಟೆಗಳ ಪ್ರಮುಖರು ಹಾಗೂ ಸುತ್ತಮುತ್ತಲಿನ ಗ್ರಾಮಗಳಿಂದ ಆಗಮಿಸಿದ್ದ ಭಕ್ತರು ಭಾಗವಹಿಸಿದ್ದರು. ಏಪ್ರಿಲ್ 21ರಂದು ಶ್ರೀ ಮರುಳಸಿದ್ದೇಶ್ವರ ಸ್ವಾಮಿಯ ರಥೋತ್ಸವವು ವೈಭವದಿಂದ ನಡೆಯಲಿದ್ದು, ಏಪ್ರಿಲ್ 22ರಂದು ಶಿಖರಕ್ಕೆ ಕೈಲಾಸಪೂಜೆ ನೆರವೇರಲಿದೆ. (770, 972, 934, 1048)
bakery-tag: ಯಾವುದೇ ಬ್ರ್ಯಾಂಡ್ ಇಲ್ಲ (45, 107, 125, 115)
ujjini-photo (604, 1116, 934, 1292)
tea-logo (817, 12, 861, 56)
side-pink-text: ಬೆಳಗ್ಗೆ 10 ಗಂಟೆಗೆ ಆರಂಭವಾಗಬೇಕಿದ್ದ ಸಭೆಯು ಕೋರಂ ಕೊರತೆಯಿಂದ 11 ಗಂಟೆಯಾದರೂ ಆರಂಭವಾಗಲಿಲ್ಲ. ಹಾಜರಿದ್ದ ಸದಸ್ಯರೇ ಪ್ರತ್ಯೇಕವಾಗಿ ಎರಡು ಬಾರಿ ಸಭೆ ಆರಂಭಿಸಿ, ಚರ್ಚೆ ನಡೆಸಿದರು. ನಗರದ ಹಲವು ವೃತ್ತಗಳಿಗೆ ಹಾಗೂ ರಸ್ತೆಗಳಿಗೆ ಮಹನೀಯರ ಹೆಸರಿಡುವ ನಿರ್ಣಯದಲ್ಲಿ, ಇನ್ನು ಮುಂದೆ ಪಾಲಿಕೆ ವ್ಯಾಪ್ತಿಯಲ್ಲಿ ರಸ್ತೆಗಳ ನಾಮಕರಣ ಪ್ರಕ್ರಿಯೆಯನ್ನು ಪಾರದರ್ಶಕವಾಗಿ ನಡೆಸಲು ನಿರ್ಣಯಿಸಲಾಯಿತು. (751, 526, 929, 603)
side-green-title: ಪಾರ್ಕಿಂಗ್-ಸಾರ್ವಜನಿಕರಿಗೆ ನೀರಿನ ವಿಚಾರ : (779, 707, 901, 717)
dam-box (14, 240, 166, 476)
founder-label: ಸಂಸ್ಥಾಪಕ ಸಂಪಾದಕರು (196, 161, 262, 171)
column-rule (172, 240, 173, 1494)
dam-row (19, 396, 163, 407)
power-title: ವಿದ್ಯುತ್ ವ್ಯತ್ಯಯ (43, 768, 137, 788)
dam-row (19, 408, 163, 419)
power-kicker: ಇಂದು ವಿವಿದೆಡೆ (57, 748, 123, 763)
tea-works: ಶ್ರೀ ಮಾರುತಿ ಕಾಫಿ ವರ್ಕ್ಸ್ (801, 123, 931, 136)
